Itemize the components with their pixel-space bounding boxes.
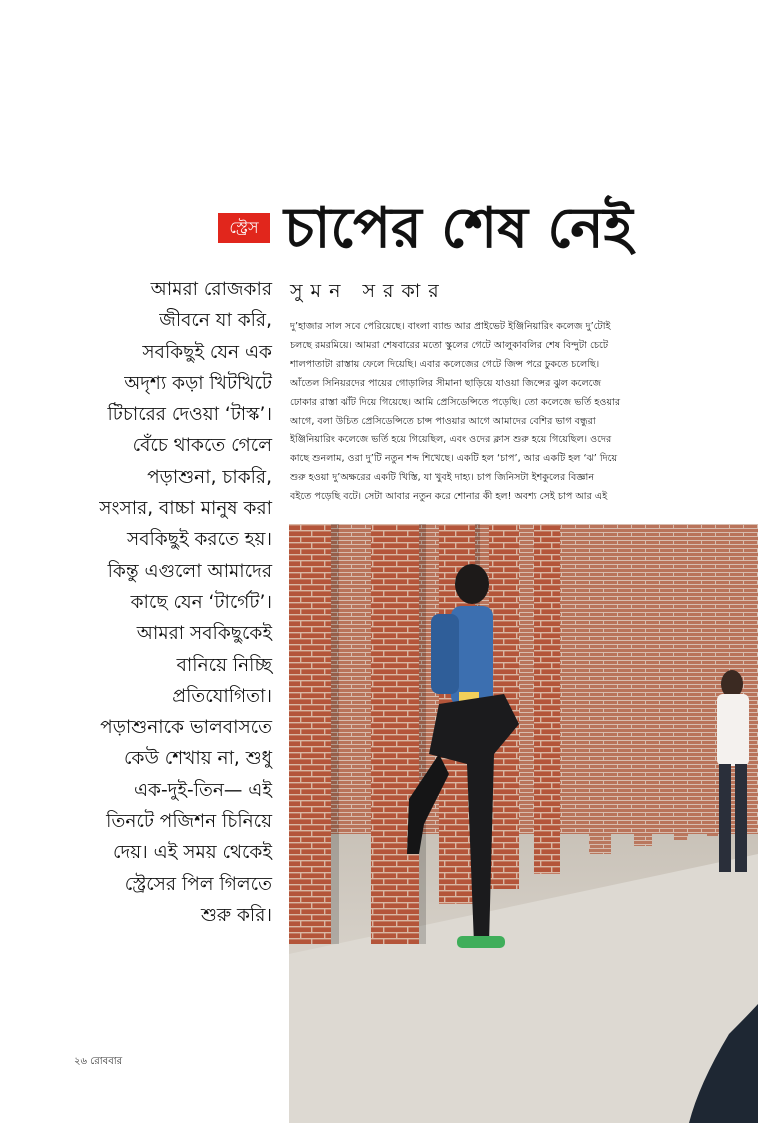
body-line: কাছে শুনলাম, ওরা দু’টি নতুন শব্দ শিখেছে। একটি হল ‘চাপ’, আর একটি হল ‘ঝ’ দিয়ে bbox=[290, 453, 618, 465]
pull-quote-line: দেয়। এই সময় থেকেই bbox=[113, 842, 272, 864]
pull-quote-line: জীবনে যা করি, bbox=[159, 310, 272, 332]
pull-quote-line: অদৃশ্য কড়া খিটখিটে bbox=[124, 372, 272, 394]
pull-quote-line: প্রতিযোগিতা। bbox=[172, 685, 272, 707]
pull-quote-line: কিন্তু এগুলো আমাদের bbox=[107, 560, 272, 582]
body-line: দু’হাজার সাল সবে পেরিয়েছে। বাংলা ব্যান্ড আর প্রাইভেট ইঞ্জিনিয়ারিং কলেজ দু’টোই bbox=[290, 321, 611, 332]
body-line: আঁতেল সিনিয়রদের পায়ের গোড়ালির সীমানা ছাড়িয়ে যাওয়া জিন্সের ঝুল কলেজে bbox=[290, 377, 602, 389]
pull-quote-line: পড়াশুনাকে ভালবাসতে bbox=[100, 717, 272, 739]
pull-quote-line: সংসার, বাচ্চা মানুষ করা bbox=[99, 498, 272, 520]
body-line: বইতে পড়েছি বটে। সেটা আবার নতুন করে শোনার কী হল! অবশ্য সেই চাপ আর এই bbox=[290, 491, 608, 503]
article-photo bbox=[289, 524, 758, 1123]
pull-quote-line: টিচারের দেওয়া ‘টাস্ক’। bbox=[107, 404, 272, 426]
pull-quote-line: সবকিছুই যেন এক bbox=[142, 341, 272, 363]
pull-quote-line: কাছে যেন ‘টার্গেট’। bbox=[130, 591, 272, 613]
pull-quote-line: স্ট্রেসের পিল গিলতে bbox=[124, 873, 272, 895]
pull-quote bbox=[40, 274, 272, 931]
body-line: শুরু হওয়া দু’অক্ষরের একটি খিস্তি, যা খুবই দাহ্য। চাপ জিনিসটা ইশকুলের বিজ্ঞান bbox=[290, 472, 595, 484]
pull-quote-line: সবকিছুই করতে হয়। bbox=[126, 529, 272, 551]
author-byline: সুমন সরকার bbox=[290, 280, 447, 302]
article-title: চাপের শেষ নেই bbox=[284, 195, 633, 261]
pull-quote-line: শুরু করি। bbox=[200, 904, 272, 926]
category-tag: স্ট্রেস bbox=[218, 213, 270, 243]
pull-quote-line: বানিয়ে নিচ্ছি bbox=[176, 654, 272, 676]
body-line: চলছে রমরমিয়ে। আমরা শেষবারের মতো স্কুলের গেটে আলুকাবলির শেষ বিন্দুটা চেটে bbox=[290, 339, 609, 351]
body-line: ঢোকার রাস্তা ঝাঁট দিয়ে গিয়েছে। আমি প্রেসিডেন্সিতে পড়েছি। তো কলেজে ভর্তি হওয়ার bbox=[290, 396, 621, 408]
body-line: আগে, বলা উচিত প্রেসিডেন্সিতে চান্স পাওয়ার আগে আমাদের বেশির ভাগ বন্ধুরা bbox=[290, 415, 596, 427]
pull-quote-line: আমরা সবকিছুকেই bbox=[136, 623, 272, 645]
pull-quote-line: এক-দুই-তিন— এই bbox=[133, 779, 272, 801]
page-folio: ২৬ রোববার bbox=[74, 1056, 123, 1067]
pull-quote-line: আমরা রোজকার bbox=[150, 279, 272, 300]
article-body bbox=[290, 318, 756, 507]
pull-quote-line: তিনটে পজিশন চিনিয়ে bbox=[106, 811, 272, 833]
body-line: শালপাতাটা রাস্তায় ফেলে দিয়েছি। এবার কলেজের গেটে জিন্স পরে ঢুকতে চলেছি। bbox=[290, 358, 600, 370]
pull-quote-line: পড়াশুনা, চাকরি, bbox=[147, 466, 272, 488]
pull-quote-line: বেঁচে থাকতে গেলে bbox=[132, 435, 272, 457]
pull-quote-line: কেউ শেখায় না, শুধু bbox=[124, 748, 272, 770]
body-line: ইঞ্জিনিয়ারিং কলেজে ভর্তি হয়ে গিয়েছিল, এবং ওদের ক্লাস শুরু হয়ে গিয়েছিল। ওদের bbox=[290, 434, 612, 446]
